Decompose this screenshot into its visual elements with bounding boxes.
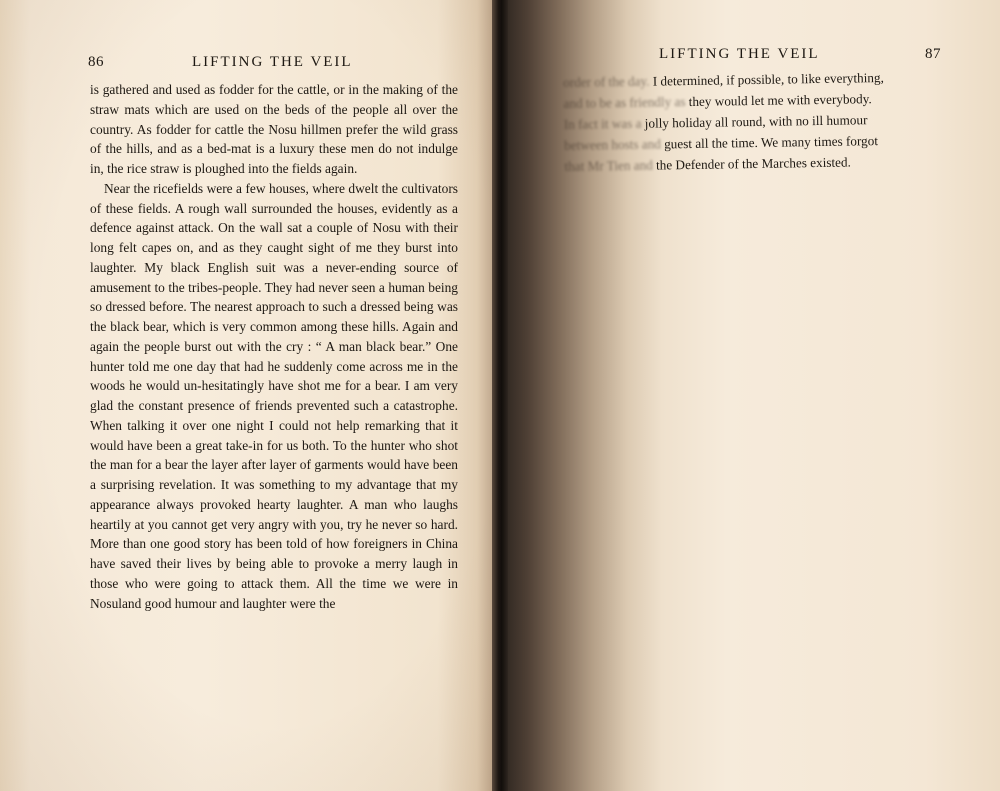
faded-text: that Mr Tien and	[564, 157, 653, 174]
line-text: I determined, if possible, to like everything,	[649, 69, 884, 89]
right-page-body	[563, 66, 927, 177]
line-text: they would let me with everybody.	[685, 91, 872, 110]
faded-text: order of the day.	[563, 73, 650, 90]
left-page	[0, 0, 497, 791]
line-text: guest all the time. We many times forgot	[660, 133, 879, 152]
text-line	[564, 150, 926, 177]
book-gutter	[492, 0, 508, 791]
line-text: the Defender of the Marches existed.	[652, 154, 851, 173]
left-page-header	[88, 54, 460, 76]
right-page-header	[657, 46, 1000, 68]
running-head-right: LIFTING THE VEIL	[659, 46, 820, 62]
line-text: jolly holiday all round, with no ill humour	[641, 112, 868, 131]
page-number-left: 86	[88, 54, 104, 70]
left-page-body	[90, 80, 458, 613]
faded-text: In fact it was a	[563, 115, 642, 132]
faded-text: between hosts and	[564, 136, 661, 153]
page-number-right: 87	[925, 46, 941, 62]
paragraph: is gathered and used as fodder for the cattle, or in the making of the straw mats which are used on the beds of the people all over the country. As fodder for cattle the Nosu hillmen prefer the wild grass of the hills, and as a bed-mat is a luxury these men do not indulge in, the rice straw is ploughed into the fields again.	[90, 82, 458, 176]
running-head-left: LIFTING THE VEIL	[192, 54, 353, 70]
faded-text: and to be as friendly as	[563, 94, 686, 111]
paragraph: Near the ricefields were a few houses, where dwelt the cultivators of these fields. A rough wall surrounded the houses, evidently as a defence against attack. On the wall sat a couple of Nosu with their long felt capes on, and as they caught sight of me they burst into laughter. My black English suit was a never-ending source of amusement to the tribes-people. They had never seen a human being so dressed before. The nearest approach to such a dressed being was the black bear, which is very common among these hills. Again and again the people burst out with the cry : “ A man black bear.” One hunter told me one day that had he suddenly come across me in the woods he would un-hesitatingly have shot me for a bear. I am very glad the constant presence of friends prevented such a catastrophe. When talking it over one night I could not help remarking that it would have been a great take-in for us both. To the hunter who shot the man for a bear the layer after layer of garments would have been a surprising revelation. It was something to my advantage that my appearance always provoked hearty laughter. A man who laughs heartily at you cannot get very angry with you, try he never so hard. More than one good story has been told of how foreigners in China have saved their lives by being able to provoke a merry laugh in those who were going to attack them. All the time we were in Nosuland good humour and laughter were the	[90, 180, 458, 611]
right-page	[503, 0, 1000, 791]
